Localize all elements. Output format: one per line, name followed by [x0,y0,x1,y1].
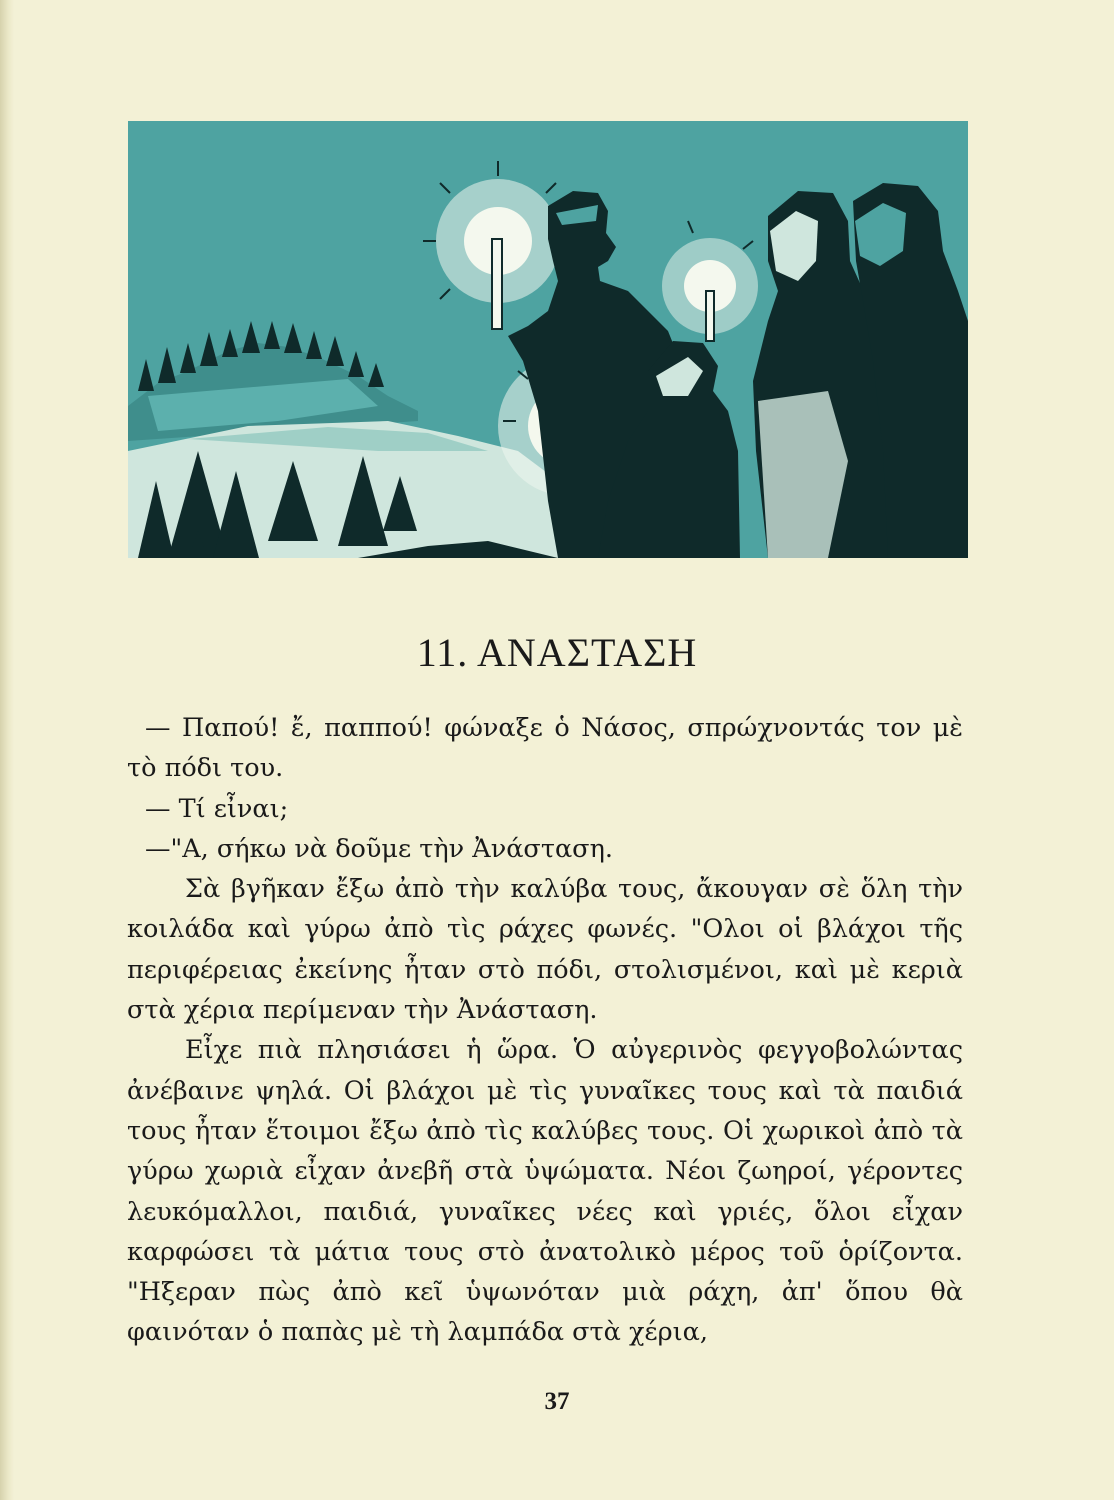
chapter-body [127,708,963,1353]
easter-vigil-illustration [128,121,968,558]
chapter-title: 11. ΑΝΑΣΤΑΣΗ [416,630,698,675]
paragraph: Σὰ βγῆκαν ἔξω ἀπὸ τὴν καλύβα τους, ἄκουγαν σὲ ὅλη τὴν κοιλάδα καὶ γύρω ἀπὸ τὶς ράχες φωνές. "Ολοι οἱ βλάχοι τῆς περιφέρειας ἐκείνης ἦταν στὸ πόδι, στολισμένοι, καὶ μὲ κεριὰ στὰ χέρια περίμεναν τὴν Ἀνάσταση. [127,874,963,1026]
paragraph: — Τί εἶναι; [145,793,289,824]
illustration-svg [128,121,968,558]
paragraph: — Παπού! ἔ, παππού! φώναξε ὁ Νάσος, σπρώχνοντάς τον μὲ τὸ πόδι του. [127,713,963,784]
paragraph: Εἶχε πιὰ πλησιάσει ἡ ὥρα. Ὁ αὐγερινὸς φεγγοβολώντας ἀνέβαινε ψηλά. Οἱ βλάχοι μὲ τὶς γυναῖκες τους καὶ τὰ παιδιά τους ἦταν ἕτοιμοι ἔξω ἀπὸ τὶς καλύβες τους. Οἱ χωρικοὶ ἀπὸ τὰ γύρω χωριὰ εἶχαν ἀνεβῆ στὰ ὑψώματα. Νέοι ζωηροί, γέροντες λευκόμαλλοι, παιδιά, γυναῖκες νέες καὶ γριές, ὅλοι εἶχαν καρφώσει τὰ μάτια τους στὸ ἀνατολικὸ μέρος τοῦ ὁρίζοντα. "Ηξεραν πὼς ἀπὸ κεῖ ὑψωνόταν μιὰ ράχη, ἀπ' ὅπου θὰ φαινόταν ὁ παπὰς μὲ τὴ λαμπάδα στὰ χέρια, [127,1035,963,1348]
page-number: 37 [544,1388,570,1415]
paragraph: —"Α, σήκω νὰ δοῦμε τὴν Ἀνάσταση. [145,833,613,864]
book-spine-edge [0,0,14,1500]
